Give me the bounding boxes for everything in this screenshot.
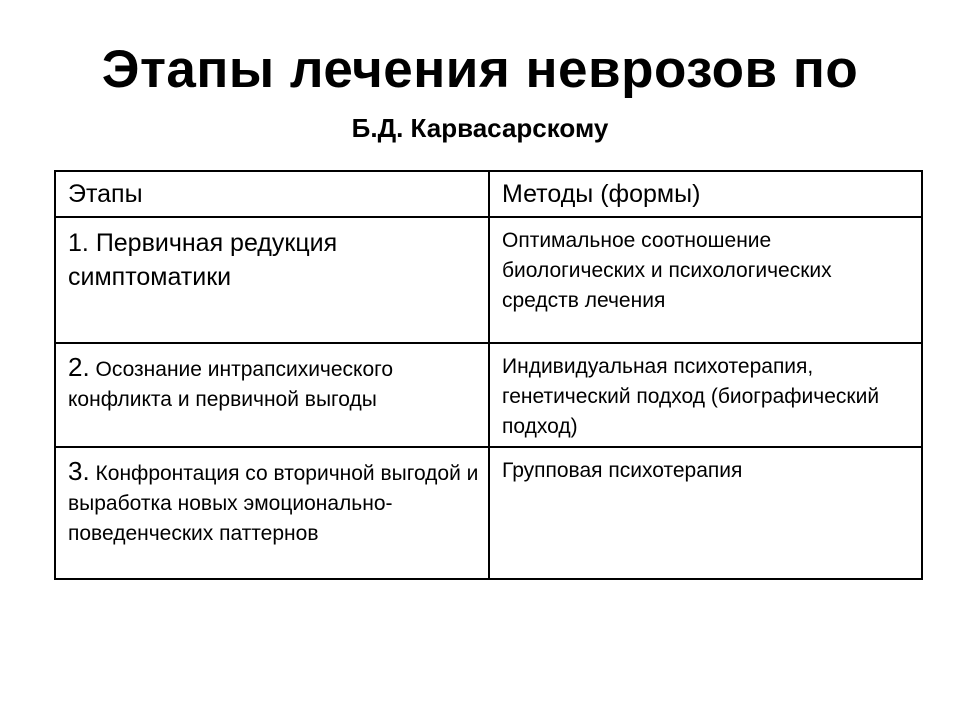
stage-cell [55, 343, 489, 447]
stage-label: Первичная редукция симптоматики [68, 229, 338, 291]
stage-label: Конфронтация со вторичной выгодой и выработка новых эмоционально-поведенческих паттернов [68, 462, 479, 545]
stage-text [56, 448, 488, 553]
slide-subtitle: Б.Д. Карвасарскому [351, 113, 609, 143]
header-stages-label: Этапы [68, 180, 143, 208]
stage-number: 1. [68, 229, 89, 257]
method-cell [489, 217, 922, 343]
method-label: Индивидуальная психотерапия, генетический подход (биографический подход) [502, 355, 880, 438]
stages-table [54, 170, 923, 580]
stage-text [56, 344, 488, 419]
method-label: Групповая психотерапия [502, 459, 743, 482]
stage-label: Осознание интрапсихического конфликта и первичной выгоды [68, 358, 394, 411]
header-methods-label: Методы (формы) [502, 180, 701, 208]
slide-title: Этапы лечения неврозов по [101, 40, 859, 99]
stage-number: 2. [68, 352, 90, 382]
header-cell-stages [55, 171, 489, 217]
table-row [55, 447, 922, 579]
stage-text [56, 218, 488, 298]
stage-number: 3. [68, 456, 90, 486]
table-row [55, 343, 922, 447]
method-label: Оптимальное соотношение биологических и психологических средств лечения [502, 229, 832, 312]
table-header-row [55, 171, 922, 217]
table-row [55, 217, 922, 343]
method-cell [489, 343, 922, 447]
header-cell-methods [489, 171, 922, 217]
stage-cell [55, 217, 489, 343]
method-cell [489, 447, 922, 579]
stage-cell [55, 447, 489, 579]
